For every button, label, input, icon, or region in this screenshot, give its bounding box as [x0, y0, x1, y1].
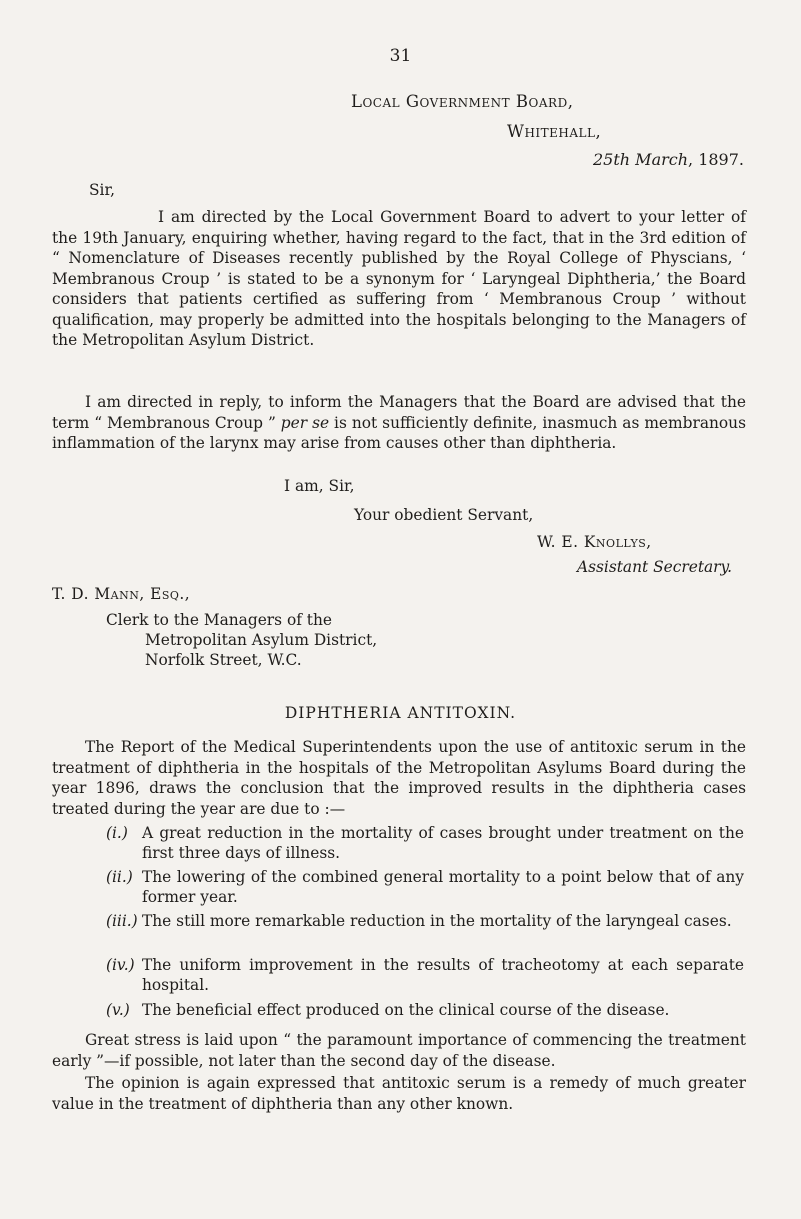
- letter-paragraph-1: [52, 207, 746, 351]
- para2-before: I am directed in reply, to inform the Managers that the Board are advised that the term “ Membranous Croup ”: [52, 393, 746, 432]
- section-intro-text: The Report of the Medical Superintendents upon the use of antitoxic serum in the treatment of diphtheria in the hospitals of the Metropolitan Asylums Board during the year 1896, draws the conclusion that the improved results in the diphtheria cases treated during the year are due to :—: [52, 738, 746, 818]
- letter-date-day: 25th March: [593, 150, 689, 169]
- letter-salutation: Sir,: [89, 181, 116, 199]
- list-item-number: (v.): [106, 1001, 130, 1019]
- letter-paragraph-1-text: I am directed by the Local Government Board to advert to your letter of the 19th January, enquiring whether, having regard to the fact, that in the 3rd edition of “ Nomenclature of Diseases recently published by the Royal College of Physcians, ‘ Membranous Croup ’ is stated to be a synonym for ‘ Laryngeal Diphtheria,’ the Board considers that patients certified as suffering from ‘ Membranous Croup ’ without qualification, may properly be admitted into the hospitals belonging to the Managers of the Metropolitan Asylum District.: [52, 208, 746, 349]
- letter-paragraph-2: [52, 392, 746, 454]
- list-item-text: A great reduction in the mortality of cases brought under treatment on the first three days of illness.: [142, 824, 744, 862]
- para2-after: is not sufficiently definite, inasmuch as membranous inflammation of the larynx may arise from causes other than diphtheria.: [52, 413, 746, 452]
- addressee-line-3: Norfolk Street, W.C.: [145, 651, 302, 669]
- letter-closing-2: Your obedient Servant,: [354, 506, 534, 524]
- section-paragraph-opinion-text: The opinion is again expressed that antitoxic serum is a remedy of much greater value in the treatment of diphtheria than any other known.: [52, 1074, 746, 1113]
- list-item-number: (iii.): [106, 912, 138, 930]
- addressee-name: T. D. Mann, Esq.,: [52, 585, 191, 603]
- letter-signatory: W. E. Knollys,: [537, 533, 652, 551]
- section-paragraph-stress-text: Great stress is laid upon “ the paramount importance of commencing the treatment early ”—if possible, not later than the second day of the disease.: [52, 1031, 746, 1070]
- letter-place: Whitehall,: [507, 122, 602, 141]
- letter-closing-1: I am, Sir,: [284, 477, 355, 495]
- section-paragraph-opinion: [52, 1073, 746, 1114]
- list-item-text: The uniform improvement in the results of tracheotomy at each separate hospital.: [142, 956, 744, 994]
- letter-date-year: , 1897.: [688, 150, 744, 169]
- letter-sender: Local Government Board,: [351, 92, 574, 111]
- section-intro: [52, 737, 746, 819]
- letter-paragraph-2-text: [52, 392, 746, 454]
- list-item-number: (i.): [106, 824, 128, 842]
- page-number: 31: [389, 46, 412, 66]
- list-item-text: The lowering of the combined general mortality to a point below that of any former year.: [142, 868, 744, 906]
- section-paragraph-stress: [52, 1030, 746, 1071]
- letter-signatory-title: Assistant Secretary.: [577, 558, 733, 576]
- addressee-line-1: Clerk to the Managers of the: [106, 611, 333, 629]
- list-item-text: The still more remarkable reduction in the mortality of the laryngeal cases.: [142, 912, 732, 930]
- letter-date: [593, 150, 744, 169]
- list-item-text: The beneficial effect produced on the clinical course of the disease.: [142, 1001, 670, 1019]
- section-heading: DIPHTHERIA ANTITOXIN.: [284, 704, 517, 722]
- list-item-number: (ii.): [106, 868, 133, 886]
- list-item-number: (iv.): [106, 956, 135, 974]
- addressee-line-2: Metropolitan Asylum District,: [145, 631, 378, 649]
- para2-italic: per se: [280, 413, 330, 432]
